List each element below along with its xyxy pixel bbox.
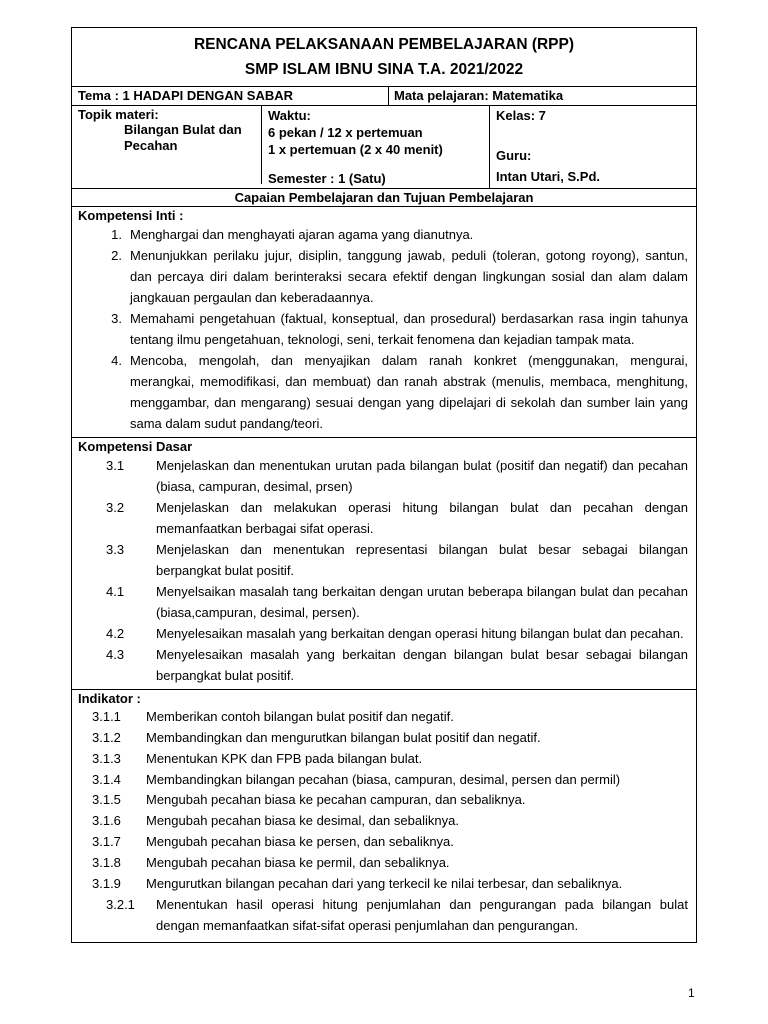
item-number: 3.2.1	[106, 897, 135, 913]
list-item	[78, 308, 690, 350]
list-item	[78, 623, 690, 644]
list-item	[78, 245, 690, 308]
item-text: Menjelaskan dan melakukan operasi hitung bilangan bulat dan pecahan dengan memanfaatkan berbagai sifat operasi.	[156, 500, 688, 537]
item-text: Menghargai dan menghayati ajaran agama yang dianutnya.	[130, 227, 474, 243]
item-text: Menunjukkan perilaku jujur, disiplin, tanggung jawab, peduli (toleran, gotong royong), santun, dan percaya diri dalam berinteraksi secara efektif dengan lingkungan sosial dan alam dalam jangkauan pergaulan dan keberadaannya.	[130, 248, 688, 306]
page-number: 1	[688, 986, 695, 1000]
waktu-label: Waktu:	[268, 107, 311, 123]
topik-label: Topik materi:	[78, 106, 159, 122]
list-item	[78, 728, 690, 749]
item-text: Menentukan KPK dan FPB pada bilangan bulat.	[146, 750, 423, 766]
item-text: Memahami pengetahuan (faktual, konseptual, dan prosedural) berdasarkan rasa ingin tahunya tentang ilmu pengetahuan, teknologi, seni, terkait fenomena dan kejadian tampak mata.	[130, 311, 688, 348]
list-item	[78, 581, 690, 623]
semester: Semester : 1 (Satu)	[268, 170, 386, 186]
document-title	[72, 28, 696, 87]
item-text: Mengubah pecahan biasa ke pecahan campuran, dan sebaliknya.	[146, 792, 526, 808]
list-item	[78, 539, 690, 581]
item-text: Mencoba, mengolah, dan menyajikan dalam ranah konkret (menggunakan, mengurai, merangkai, memodifikasi, dan membuat) dan ranah abstrak (menulis, membaca, menghitung, menggambar, dan mengarang) sesuai dengan yang dipelajari di sekolah dan sumber lain yang sama dalam sudut pandang/teori.	[130, 353, 688, 432]
kompetensi-inti-list	[78, 224, 690, 434]
guru-label: Guru:	[496, 147, 532, 163]
item-number: 3.1.6	[92, 813, 121, 829]
waktu-line-2: 1 x pertemuan (2 x 40 menit)	[268, 141, 443, 157]
kompetensi-dasar-title: Kompetensi Dasar	[78, 439, 193, 455]
item-text: Mengurutkan bilangan pecahan dari yang terkecil ke nilai terbesar, dan sebaliknya.	[146, 875, 623, 891]
item-number: 3.1.9	[92, 875, 121, 891]
kompetensi-dasar-list	[78, 455, 690, 686]
item-text: Menentukan hasil operasi hitung penjumlahan dan pengurangan pada bilangan bulat dengan memanfaatkan sifat-sifat operasi penjumlahan dan pengurangan.	[156, 897, 688, 934]
item-text: Menyelesaikan masalah yang berkaitan dengan bilangan bulat besar sebagai bilangan berpangkat bulat positif.	[156, 647, 688, 684]
item-text: Memberikan contoh bilangan bulat positif dan negatif.	[146, 709, 454, 725]
item-number: 4.1	[106, 584, 125, 600]
list-item	[78, 811, 690, 832]
item-number: 4.	[111, 353, 122, 369]
item-number: 3.2	[106, 500, 125, 516]
item-number: 4.3	[106, 647, 125, 663]
item-text: Menjelaskan dan menentukan urutan pada bilangan bulat (positif dan negatif) dan pecahan (biasa, campuran, desimal, prsen)	[156, 458, 688, 495]
item-text: Mengubah pecahan biasa ke permil, dan sebaliknya.	[146, 854, 450, 870]
item-number: 3.1.4	[92, 771, 121, 787]
item-number: 3.1.2	[92, 729, 121, 745]
item-number: 3.1.5	[92, 792, 121, 808]
item-number: 3.1.1	[92, 709, 121, 725]
topik-cell	[72, 106, 262, 184]
indikator-list-2	[78, 894, 690, 936]
guru-name: Intan Utari, S.Pd.	[496, 168, 601, 184]
list-item	[78, 350, 690, 434]
kompetensi-dasar-section	[72, 438, 696, 690]
topik-value-1: Bilangan Bulat dan	[124, 122, 242, 138]
list-item	[78, 455, 690, 497]
item-text: Membandingkan bilangan pecahan (biasa, campuran, desimal, persen dan permil)	[146, 771, 621, 787]
list-item	[78, 644, 690, 686]
item-number: 4.2	[106, 626, 125, 642]
list-item	[78, 770, 690, 791]
mapel-cell: Mata pelajaran: Matematika	[394, 88, 564, 103]
list-item	[78, 749, 690, 770]
kelas-cell	[490, 106, 696, 188]
info-row	[72, 106, 696, 189]
title-line-1: RENCANA PELAKSANAAN PEMBELAJARAN (RPP)	[193, 36, 575, 53]
item-number: 1.	[111, 227, 122, 243]
item-number: 3.1.8	[92, 854, 121, 870]
item-text: Mengubah pecahan biasa ke persen, dan sebaliknya.	[146, 833, 454, 849]
list-item	[78, 707, 690, 728]
kompetensi-inti-title: Kompetensi Inti :	[78, 208, 184, 224]
kelas-label: Kelas: 7	[496, 107, 546, 123]
item-number: 3.1.3	[92, 750, 121, 766]
item-text: Menjelaskan dan menentukan representasi bilangan bulat besar sebagai bilangan berpangkat bulat positif.	[156, 542, 688, 579]
item-number: 3.1	[106, 458, 125, 474]
topik-value-2: Pecahan	[124, 137, 178, 153]
indikator-title: Indikator :	[78, 691, 141, 707]
item-text: Membandingkan dan mengurutkan bilangan bulat positif dan negatif.	[146, 729, 541, 745]
item-text: Mengubah pecahan biasa ke desimal, dan sebaliknya.	[146, 813, 459, 829]
capaian-heading: Capaian Pembelajaran dan Tujuan Pembelajaran	[72, 189, 696, 208]
item-text: Menyelesaikan masalah yang berkaitan dengan operasi hitung bilangan bulat dan pecahan.	[156, 626, 684, 642]
list-item	[78, 853, 690, 874]
item-number: 3.1.7	[92, 833, 121, 849]
rpp-table	[71, 27, 697, 943]
indikator-section	[72, 690, 696, 942]
waktu-cell	[262, 106, 490, 188]
tema-cell: Tema : 1 HADAPI DENGAN SABAR	[72, 87, 389, 105]
indikator-list	[78, 707, 690, 894]
item-text: Menyelsaikan masalah tang berkaitan dengan urutan beberapa bilangan bulat dan pecahan (biasa,campuran, desimal, persen).	[156, 584, 688, 621]
list-item	[78, 832, 690, 853]
item-number: 3.	[111, 311, 122, 327]
list-item	[78, 894, 690, 936]
item-number: 2.	[111, 248, 122, 264]
waktu-line-1: 6 pekan / 12 x pertemuan	[268, 124, 423, 140]
title-line-2: SMP ISLAM IBNU SINA T.A. 2021/2022	[244, 61, 524, 78]
tema-row	[72, 87, 696, 106]
list-item	[78, 874, 690, 895]
item-number: 3.3	[106, 542, 125, 558]
list-item	[78, 497, 690, 539]
kompetensi-inti-section	[72, 207, 696, 438]
list-item	[78, 790, 690, 811]
list-item	[78, 224, 690, 245]
